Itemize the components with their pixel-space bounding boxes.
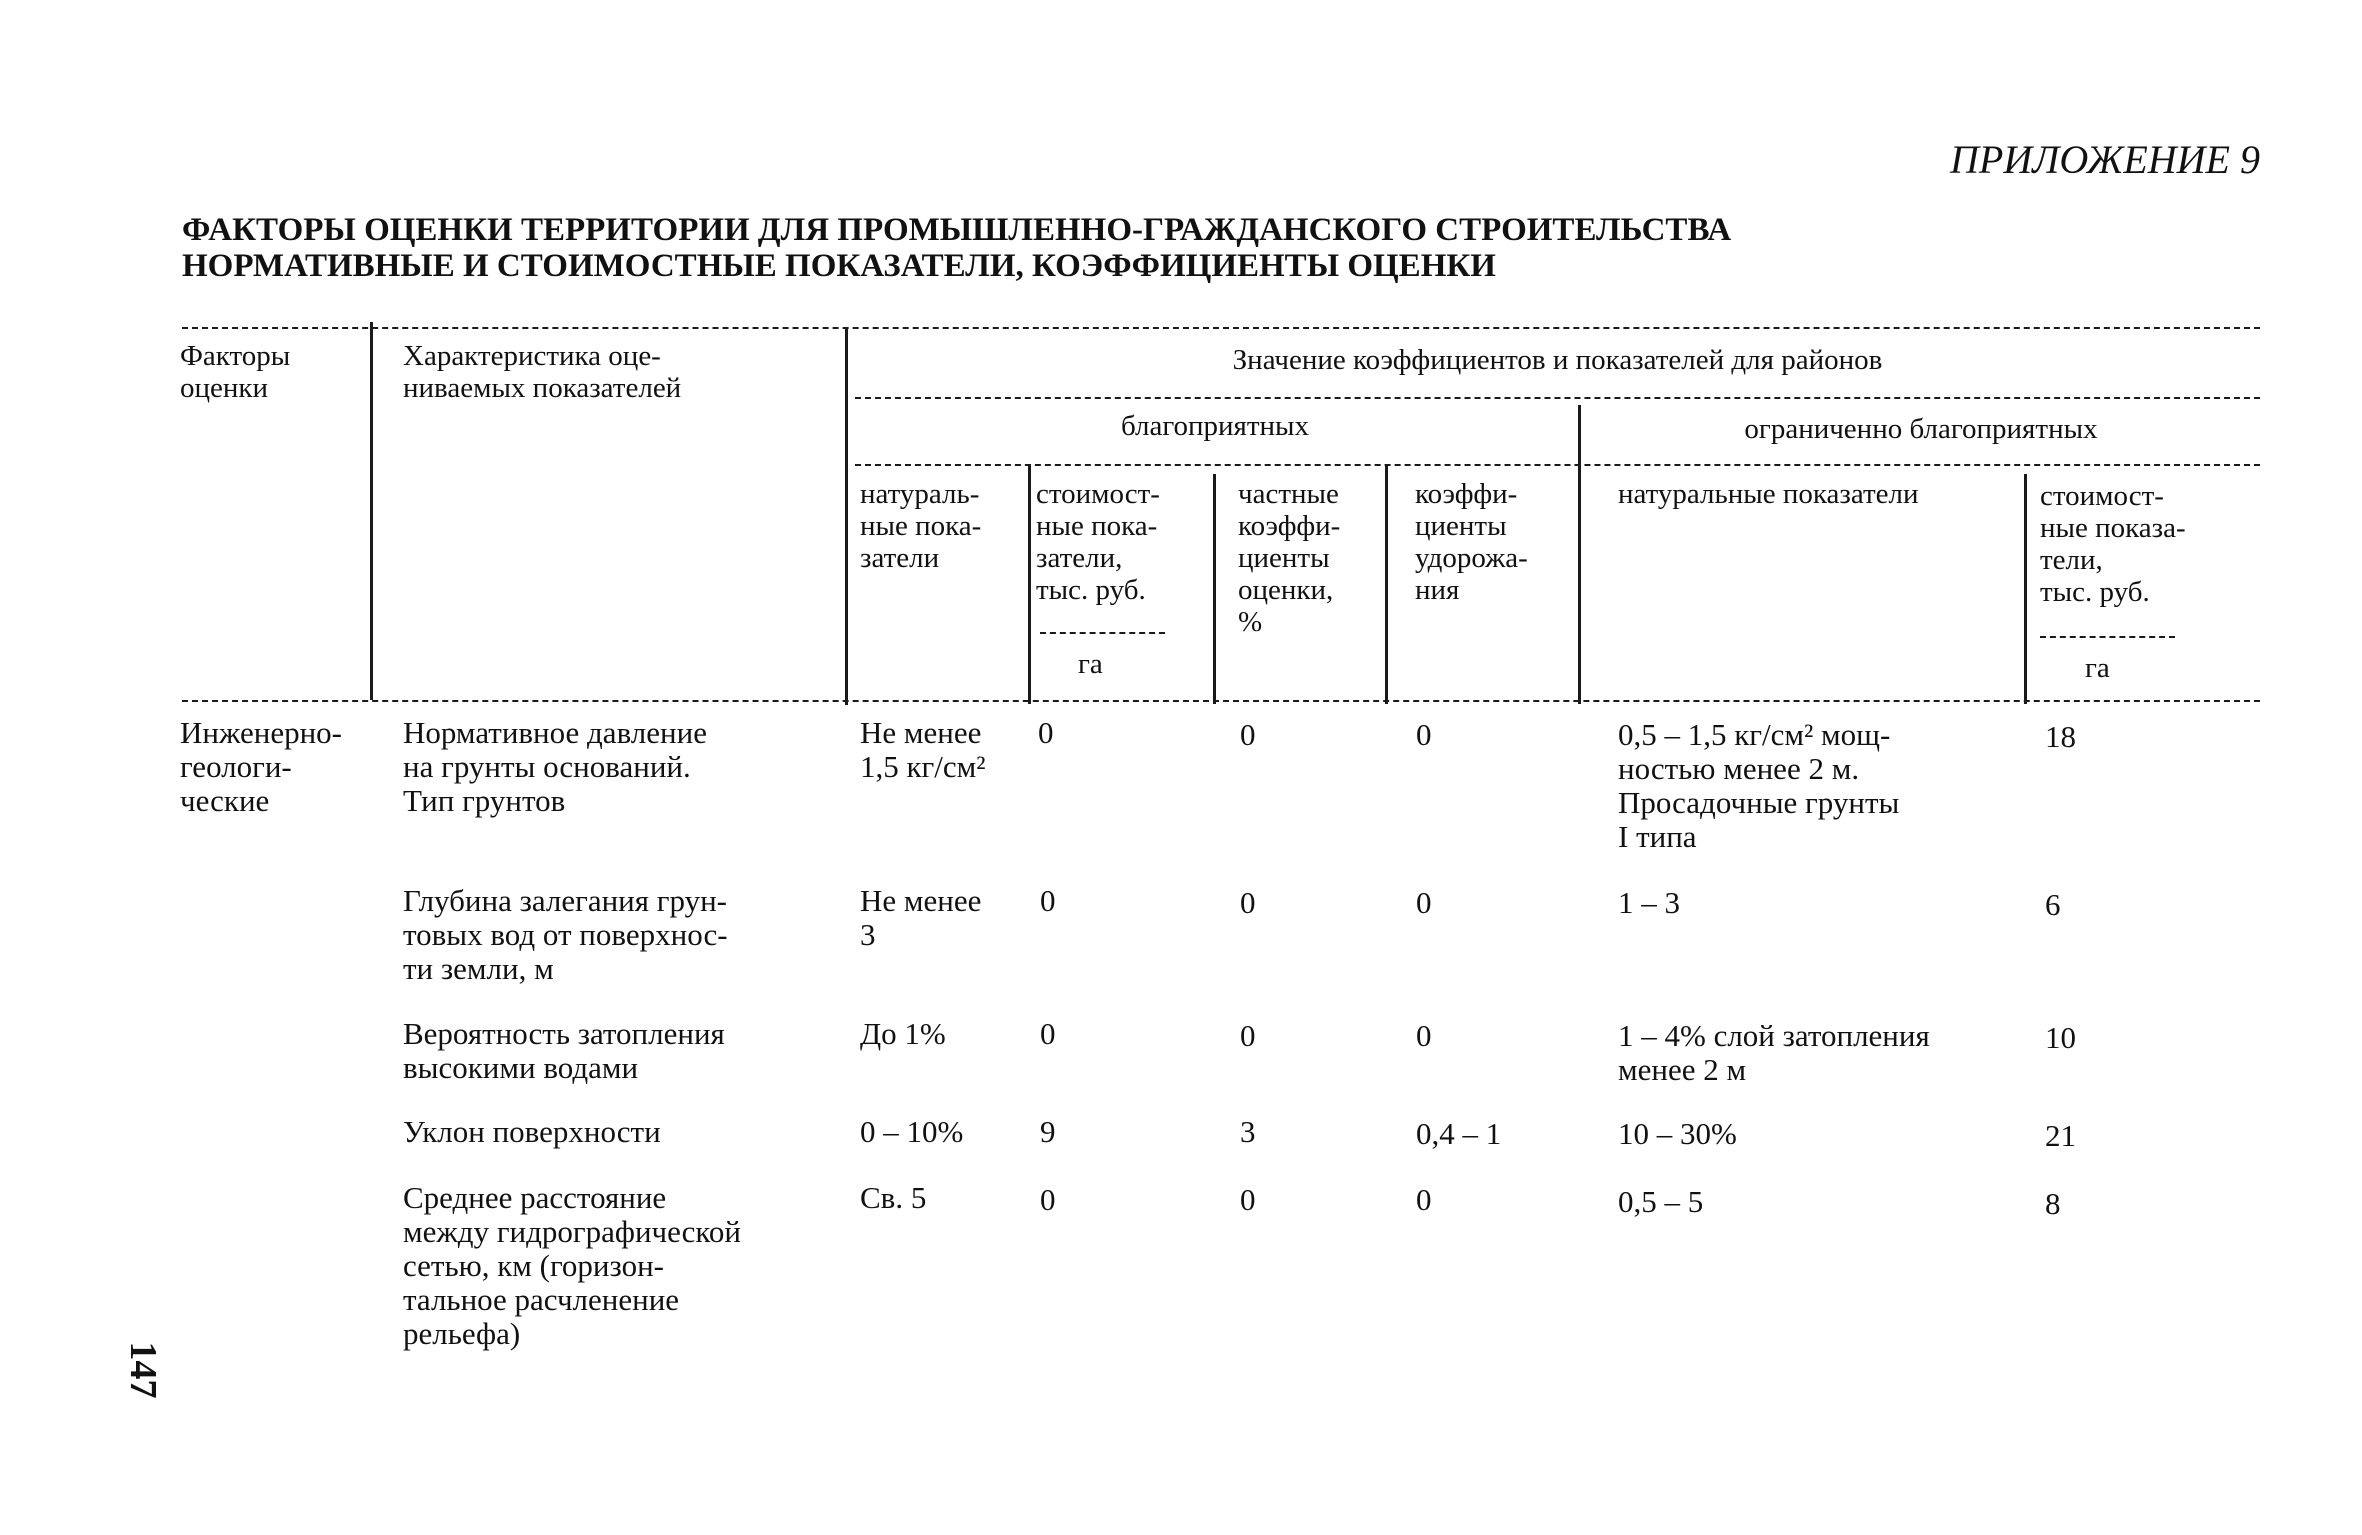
page-number: 147 — [122, 1341, 164, 1399]
col-divider-1 — [370, 322, 373, 700]
header-characteristic — [403, 340, 681, 404]
cell-line: менее 2 м — [1618, 1052, 1747, 1087]
table-row-5-natural — [860, 1181, 926, 1215]
table-row-5-cost2: 8 — [2045, 1186, 2061, 1221]
cell-line: Не менее — [860, 883, 982, 918]
table-row-2-cost: 0 — [1040, 883, 1056, 918]
cost2-unit-rule — [2040, 636, 2175, 638]
table-row-1-characteristic — [403, 716, 707, 818]
cell-line: рельефа) — [403, 1316, 521, 1351]
col-divider-4 — [1213, 474, 1216, 704]
cell-line: ностью менее 2 м. — [1618, 751, 1860, 786]
cell-line: тальное расчленение — [403, 1282, 680, 1317]
cell-line: До 1% — [860, 1016, 946, 1051]
table-row-2-natural — [860, 884, 981, 952]
cell-line: 10 – 30% — [1618, 1116, 1737, 1151]
cell-line: 0,5 – 5 — [1618, 1184, 1704, 1219]
header-line: стоимост- — [2040, 480, 2164, 512]
cell-line: 0,5 – 1,5 кг/см² мощ- — [1618, 717, 1891, 752]
factor-line: Инженерно- — [180, 715, 343, 750]
table-row-4-natural — [860, 1115, 963, 1149]
table-row-4-cost2: 21 — [2045, 1118, 2076, 1153]
cell-line: на грунты оснований. — [403, 749, 691, 784]
cell-line: Глубина залегания грун- — [403, 883, 728, 918]
table-row-1-natural2 — [1618, 718, 1899, 854]
header-line: циенты — [1415, 510, 1507, 542]
cell-line: высокими водами — [403, 1050, 639, 1085]
header-line: затели — [860, 542, 940, 574]
header-factors-line: оценки — [180, 372, 269, 404]
table-row-5-characteristic — [403, 1181, 741, 1351]
table-row-5-natural2 — [1618, 1185, 1703, 1219]
factor-line: геологи- — [180, 749, 292, 784]
table-row-5-cost: 0 — [1040, 1182, 1056, 1217]
table-row-2-rise: 0 — [1416, 885, 1432, 920]
table-row-2-natural2 — [1618, 886, 1680, 920]
header-line: частные — [1238, 478, 1339, 510]
cell-line: Не менее — [860, 715, 982, 750]
table-row-3-rise: 0 — [1416, 1018, 1432, 1053]
header-line: ные показа- — [2040, 512, 2186, 544]
header-cost — [1036, 478, 1160, 606]
table-row-4-characteristic — [403, 1115, 661, 1149]
header-line: тыс. руб. — [2040, 576, 2150, 608]
header-line: % — [1238, 606, 1263, 638]
header-line: натураль- — [860, 478, 980, 510]
cell-line: Просадочные грунты — [1618, 785, 1900, 820]
header-line: циенты — [1238, 542, 1330, 574]
table-row-4-partial: 3 — [1240, 1114, 1256, 1149]
factor-label — [180, 716, 342, 818]
header-line: оценки, — [1238, 574, 1334, 606]
cost-unit-rule — [1040, 632, 1165, 634]
cell-line: товых вод от поверхнос- — [403, 917, 728, 952]
appendix-label: ПРИЛОЖЕНИЕ 9 — [1950, 137, 2260, 182]
table-row-1-rise: 0 — [1416, 717, 1432, 752]
header-partial — [1238, 478, 1340, 638]
table-row-1-partial: 0 — [1240, 717, 1256, 752]
table-row-3-natural — [860, 1017, 946, 1051]
col-divider-5 — [1385, 464, 1388, 704]
table-top-rule — [182, 327, 2260, 329]
factor-line: ческие — [180, 783, 270, 818]
subgroup-header-rule — [855, 464, 2260, 466]
table-row-4-cost: 9 — [1040, 1114, 1056, 1149]
header-line: ния — [1415, 574, 1460, 606]
header-cost-unit: га — [1078, 648, 1103, 680]
table-row-2-cost2: 6 — [2045, 887, 2061, 922]
table-row-3-characteristic — [403, 1017, 725, 1085]
table-row-5-partial: 0 — [1240, 1182, 1256, 1217]
cell-line: сетью, км (горизон- — [403, 1248, 665, 1283]
table-row-2-partial: 0 — [1240, 885, 1256, 920]
cell-line: 0 – 10% — [860, 1114, 964, 1149]
cell-line: 1 – 4% слой затопления — [1618, 1018, 1930, 1053]
cell-line: ти земли, м — [403, 951, 554, 986]
header-line: тели, — [2040, 544, 2103, 576]
header-characteristic-line: Характеристика оце- — [403, 340, 661, 372]
table-row-1-cost2: 18 — [2045, 719, 2076, 754]
cell-line: между гидрографической — [403, 1214, 742, 1249]
header-line: тыс. руб. — [1036, 574, 1146, 606]
table-row-3-partial: 0 — [1240, 1018, 1256, 1053]
title-line-2: НОРМАТИВНЫЕ И СТОИМОСТНЫЕ ПОКАЗАТЕЛИ, КОЭФФИЦИЕНТЫ ОЦЕНКИ — [182, 248, 1496, 284]
table-row-3-cost2: 10 — [2045, 1020, 2076, 1055]
header-line: удорожа- — [1415, 542, 1528, 574]
header-limited: ограниченно благоприятных — [1744, 413, 2098, 445]
header-cost2 — [2040, 480, 2186, 608]
table-row-3-cost: 0 — [1040, 1016, 1056, 1051]
table-row-5-rise: 0 — [1416, 1182, 1432, 1217]
table-row-4-natural2 — [1618, 1117, 1737, 1151]
cell-line: Среднее расстояние — [403, 1180, 667, 1215]
table-row-3-natural2 — [1618, 1019, 1930, 1087]
header-line: коэффи- — [1415, 478, 1518, 510]
table-row-1-cost: 0 — [1038, 715, 1054, 750]
cell-line: Вероятность затопления — [403, 1016, 725, 1051]
col-divider-7 — [2024, 474, 2027, 704]
header-natural — [860, 478, 981, 574]
col-divider-2 — [845, 327, 848, 705]
header-line: затели, — [1036, 542, 1123, 574]
header-line: ные пока- — [1036, 510, 1158, 542]
cell-line: Тип грунтов — [403, 783, 566, 818]
document-title — [182, 212, 1882, 284]
title-line-1: ФАКТОРЫ ОЦЕНКИ ТЕРРИТОРИИ ДЛЯ ПРОМЫШЛЕННО-ГРАЖДАНСКОГО СТРОИТЕЛЬСТВА — [182, 212, 1732, 248]
header-favorable: благоприятных — [1120, 410, 1310, 442]
header-line: ные пока- — [860, 510, 982, 542]
header-factors-line: Факторы — [180, 340, 291, 372]
header-natural2: натуральные показатели — [1618, 478, 1919, 510]
col-divider-6 — [1578, 405, 1581, 704]
header-rise — [1415, 478, 1528, 606]
cell-line: Св. 5 — [860, 1180, 927, 1215]
header-characteristic-line: ниваемых показателей — [403, 372, 682, 404]
col-divider-3 — [1028, 464, 1031, 704]
header-bottom-rule — [182, 700, 2260, 702]
header-line: коэффи- — [1238, 510, 1341, 542]
header-cost2-unit: га — [2085, 652, 2110, 684]
cell-line: Уклон поверхности — [403, 1114, 661, 1149]
cell-line: Нормативное давление — [403, 715, 707, 750]
cell-line: 1 – 3 — [1618, 885, 1680, 920]
cell-line: 3 — [860, 917, 876, 952]
table-row-2-characteristic — [403, 884, 728, 986]
group-header-rule — [855, 397, 2260, 399]
table-row-4-rise: 0,4 – 1 — [1416, 1116, 1502, 1151]
header-line: стоимост- — [1036, 478, 1160, 510]
table-row-1-natural — [860, 716, 986, 784]
cell-line: I типа — [1618, 819, 1697, 854]
cell-line: 1,5 кг/см² — [860, 749, 986, 784]
header-group: Значение коэффициентов и показателей для районов — [1232, 344, 1883, 376]
header-factors — [180, 340, 290, 404]
